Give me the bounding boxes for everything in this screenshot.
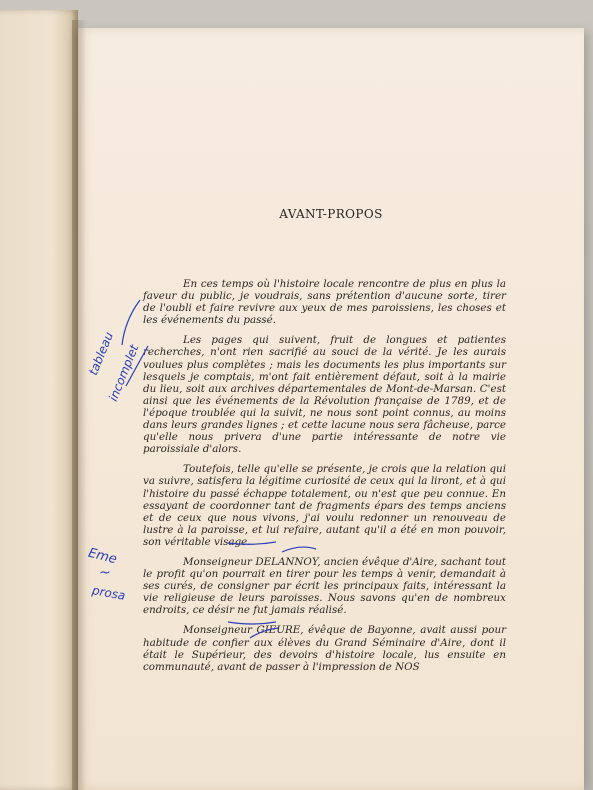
left-page-edge [0,10,78,790]
page-title: AVANT-PROPOS [279,207,383,221]
paragraph-1: En ces temps où l'histoire locale rencontre de plus en plus la faveur du public, je voudrais, sans prétention d'aucune sorte, tirer de l'oubli et faire revivre aux yeux de mes paroissiens, les choses et les événements du passé. [143,278,506,327]
paragraph-5: Monseigneur GIEURE, évêque de Bayonne, avait aussi pour habitude de confier aux élèves du Grand Séminaire d'Aire, dont il était le Supérieur, des devoirs d'histoire locale, lus ensuite en communauté, avant de passer à l'impression de NOS [143,624,506,673]
handwritten-note-2: incomplet [106,342,142,404]
handwritten-note-3: Eme [86,545,119,568]
handwritten-note-4: ~ [99,565,111,581]
paragraph-3: Toutefois, telle qu'elle se présente, je crois que la relation qui va suivre, satisfera la légitime curiosité de ceux qui la liront, et à qui l'histoire du passé échappe totalement, ou n'est que peu connue. En essayant de coordonner tant de fragments épars des temps anciens et de ceux que nous vivons, j'ai voulu redonner un renouveau de lustre à la paroisse, et lui refaire, autant qu'il a été en mon pouvoir, son véritable visage. [143,463,506,548]
paragraph-2: Les pages qui suivent, fruit de longues et patientes recherches, n'ont rien sacrifié au souci de la vérité. Je les aurais voulues plus complètes ; mais les documents les plus importants sur lesquels je comptais, m'ont fait entièrement défaut, soit à la mairie du lieu, soit aux archives départementales de Mont-de-Marsan. C'est ainsi que les événements de la Révolution française de 1789, et de l'époque troublée qui la suivit, ne nous sont point connus, au moins dans leurs grandes lignes ; et cette lacune nous sera fâcheuse, parce qu'elle nous privera d'une partie intéressante de notre vie paroissiale d'alors. [143,334,506,456]
book-gutter [72,20,86,790]
handwritten-note-5: prosa [91,583,127,603]
paragraph-4: Monseigneur DELANNOY, ancien évêque d'Aire, sachant tout le profit qu'on pourrait en tirer pour les temps à venir, demandait à ses curés, de consigner par écrit les principaux faits, intéressant la vie religieuse de leurs paroisses. Nous savons qu'en de nombreux endroits, ce désir ne fut jamais réalisé. [143,555,506,617]
handwritten-note-1: tableau [86,329,116,378]
body-text [143,278,506,681]
